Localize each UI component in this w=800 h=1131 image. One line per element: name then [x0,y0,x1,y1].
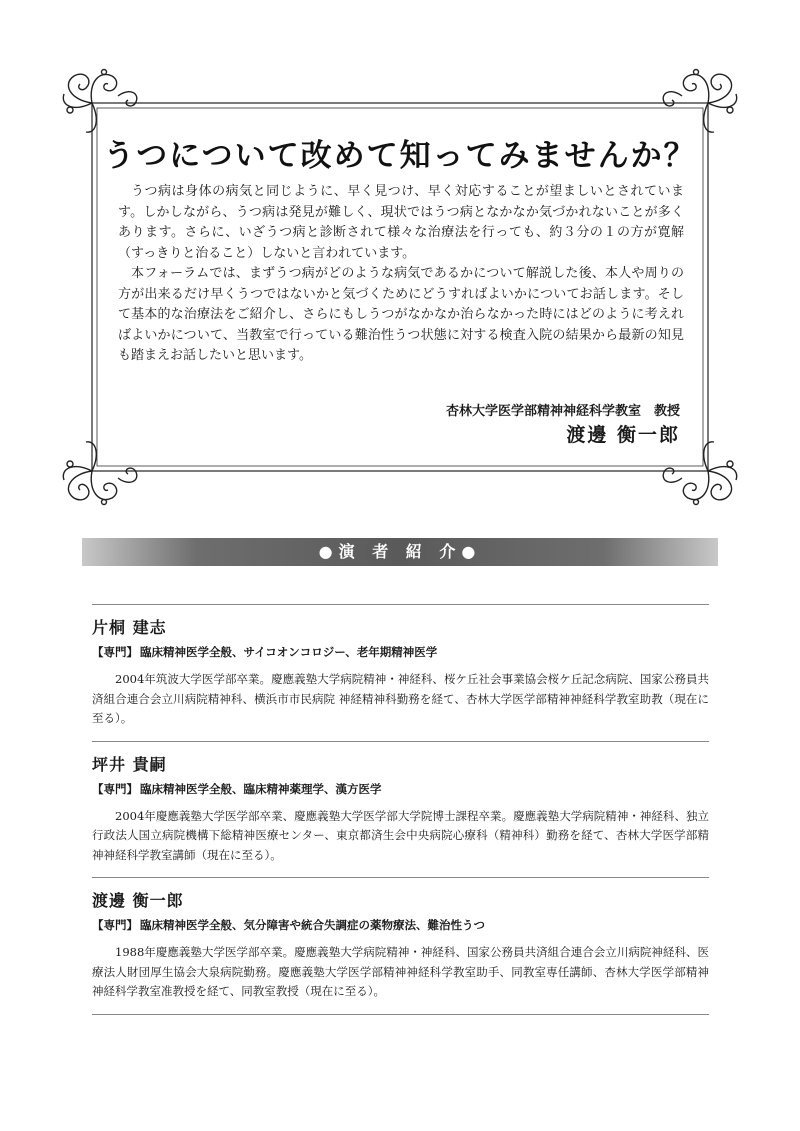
speaker-bio: 2004年筑波大学医学部卒業。慶應義塾大学病院精神・神経科、桜ケ丘社会事業協会桜ケ丘記念病院、国家公務員共済組合連合会立川病院精神科、横浜市市民病院 神経精神科勤務を経て、杏林大学医学部精神神経科学教室助教（現在に至る）。 [92,672,709,725]
speaker-section-header: ●演 者 紹 介● [82,538,718,566]
speaker-name: 渡邊 衡一郎 [92,891,184,910]
speaker-specialty [92,917,709,933]
specialty-text: 臨床精神医学全般、気分障害や統合失調症の薬物療法、難治性うつ [140,918,485,932]
specialty-text: 臨床精神医学全般、サイコオンコロジー、老年期精神医学 [140,645,438,659]
speaker-specialty [92,781,709,797]
intro-title: うつについて改めて知ってみませんか？ [103,138,697,174]
speaker-bio: 2004年慶應義塾大学医学部卒業、慶應義塾大学医学部大学院博士課程卒業。慶應義塾大学病院精神・神経科、独立行政法人国立病院機構下総精神医療センター、東京都済生会中央病院心療科（精神科）勤務を経て、杏林大学医学部精神神経科学教室講師（現在に至る）。 [92,808,709,862]
specialty-tag: 【専門】 [92,781,138,796]
specialty-text: 臨床精神医学全般、臨床精神薬理学、漢方医学 [140,781,382,796]
speaker-entry [92,877,709,1015]
speaker-name: 片桐 建志 [92,618,167,637]
speaker-entry [92,604,709,741]
speaker-list [92,604,709,1015]
speaker-specialty [92,644,709,660]
intro-body [118,182,684,367]
speaker-name: 坪井 貴嗣 [92,754,167,774]
intro-paragraph: うつ病は身体の病気と同じように、早く見つけ、早く対応することが望ましいとされています。しかしながら、うつ病は発見が難しく、現状ではうつ病となかなか気づかれないことが多くあります。さらに、いざうつ病と診断されて様々な治療法を行っても、約３分の１の方が寛解（すっきりと治ること）しないと言われています。 [118,184,684,261]
intro-paragraph: 本フォーラムでは、まずうつ病がどのような病気であるかについて解説した後、本人や周りの方が出来るだけ早くうつではないかと気づくためにどうすればよいかについてお話します。そして基本的な治療法をご紹介し、さらにもしうつがなかなか治らなかった時にはどのように考えればよいかについて、当教室で行っている難治性うつ状態に対する検査入院の結果から最新の知見も踏まえお話したいと思います。 [118,266,684,363]
specialty-tag: 【専門】 [92,645,138,659]
intro-panel [100,112,700,460]
speaker-entry [92,741,709,878]
signature-name: 渡邊 衡一郎 [566,424,680,446]
signature-affiliation: 杏林大学医学部精神神経科学教室 教授 [445,404,680,419]
specialty-tag: 【専門】 [92,918,138,932]
speaker-bio: 1988年慶應義塾大学医学部卒業。慶應義塾大学病院精神・神経科、国家公務員共済組合連合会立川病院神経科、医療法人財団厚生協会大泉病院勤務。慶應義塾大学医学部精神神経科学教室助手、同教室専任講師、杏林大学医学部精神神経科学教室准教授を経て、同教室教授（現在に至る）。 [92,945,709,998]
